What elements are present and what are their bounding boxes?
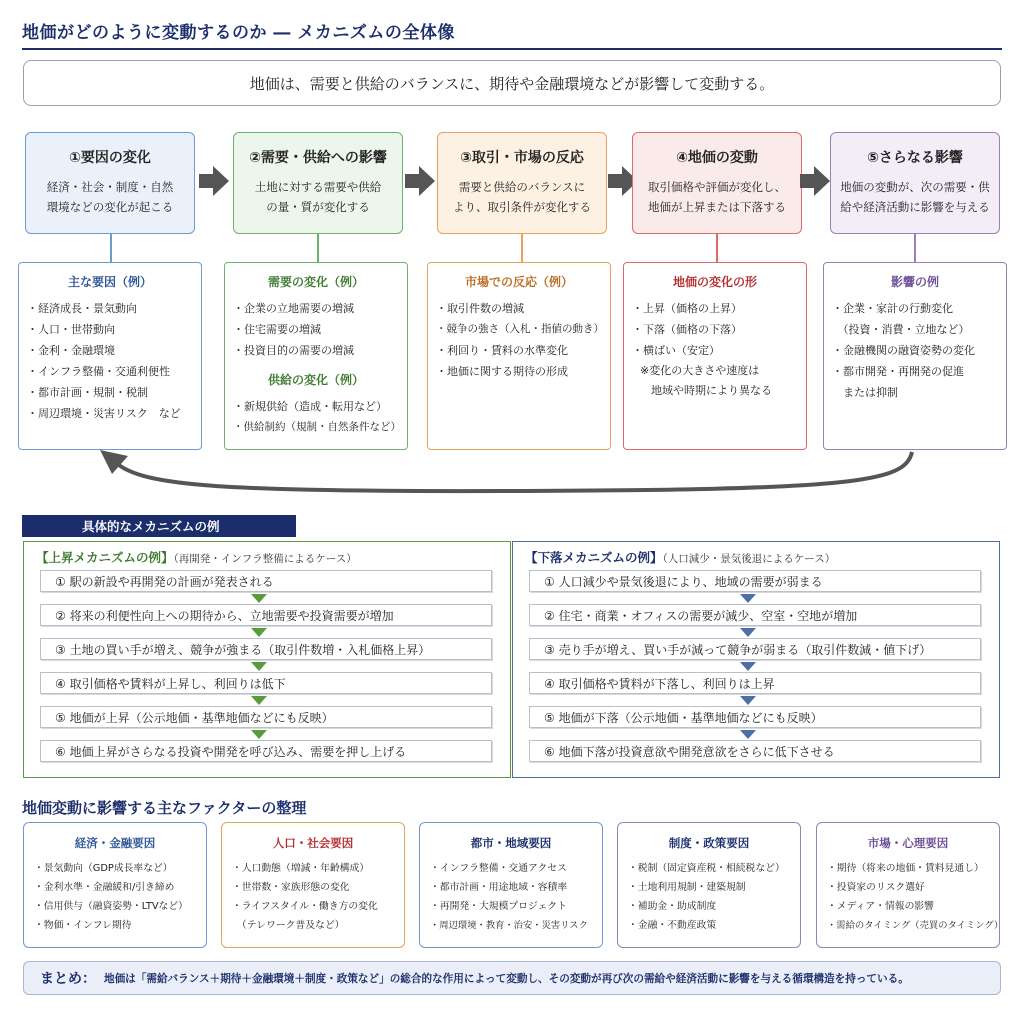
factor-head: 制度・政策要因 [668,836,750,850]
step-desc-line: 環境などの変化が起こる [46,200,174,214]
conclusion-lead: まとめ： [40,971,96,987]
list-item: ・需給のタイミング（売買のタイミング） [827,920,1004,931]
detail-head: 影響の例 [890,275,939,289]
down-arrow-icon [740,594,756,603]
conclusion-text: 地価は「需給バランス＋期待＋金融環境＋制度・政策など」の総合的な作用によって変動し、その変動が再び次の需給や経済活動に影響を与える循環構造を持っている。 [104,972,909,985]
list-item: ・住宅需要の増減 [233,323,321,336]
rise-mechanism-head [36,548,357,566]
list-item: （テレワーク普及など） [232,920,345,931]
list-item: ・上昇（価格の上昇） [632,302,742,315]
factors-title: 地価変動に影響する主なファクターの整理 [22,799,307,817]
list-item: ・下落（価格の下落） [632,323,742,336]
note-line: 地域や時期により異なる [640,384,772,397]
detail-box-market [427,262,611,450]
step-desc-line: 地価が上昇または下落する [648,200,786,214]
step-desc-line: の量・質が変化する [266,200,370,214]
list-item: ・景気動向（GDP成長率など） [34,863,173,874]
fall-step-row: ④ 取引価格や賃料が下落し、利回りは上昇 [529,672,981,694]
step-5 [830,132,1000,234]
fall-step-row: ③ 売り手が増え、買い手が減って競争が弱まる（取引件数減・値下げ） [529,638,981,660]
fall-mechanism-box [512,541,1000,778]
detail-box-impact [823,262,1007,450]
title-rule [22,48,1002,50]
list-item: ・都市計画・規制・税制 [27,386,148,399]
detail-head: 需要の変化（例） [267,275,364,289]
step-desc-line: 需要と供給のバランスに [458,180,586,194]
list-item: ・補助金・助成制度 [628,901,717,912]
list-item: ・金融・不動産政策 [628,920,717,931]
connector-line [914,234,916,262]
connector-line [317,234,319,262]
fall-step-row: ① 人口減少や景気後退により、地域の需要が弱まる [529,570,981,592]
list-item: ・経済成長・景気動向 [27,302,137,315]
down-arrow-icon [251,730,267,739]
list-item: または抑制 [832,386,898,399]
list-item: ・期待（将来の地価・賃料見通し） [827,863,984,874]
fall-step-row: ⑥ 地価下落が投資意欲や開発意欲をさらに低下させる [529,740,981,762]
factor-box-population [221,822,405,948]
factor-box-policy [617,822,801,948]
mechanism-section-label: 具体的なメカニズムの例 [22,515,296,537]
factor-head: 都市・地域要因 [470,836,552,850]
rise-step-row: ③ 土地の買い手が増え、競争が強まる（取引件数増・入札価格上昇） [40,638,492,660]
list-item: ・周辺環境・教育・治安・災害リスク [430,920,588,931]
list-item: ・取引件数の増減 [436,302,524,315]
detail-box-factors [18,262,202,450]
step-desc-line: より、取引条件が変化する [453,200,591,214]
loop-back-arrow-icon [0,440,1024,510]
list-item: ・人口・世帯動向 [27,323,115,336]
page-title: 地価がどのように変動するのか ― メカニズムの全体像 [22,23,455,43]
list-item: ・インフラ整備・交通利便性 [27,365,170,378]
step-desc-line: 給や経済活動に影響を与える [840,200,990,214]
step-3 [437,132,607,234]
step-2 [233,132,403,234]
list-item: ・信用供与（融資姿勢・LTVなど） [34,901,188,912]
step-title: ⑤さらなる影響 [867,150,963,166]
factor-head: 経済・金融要因 [74,836,156,850]
factor-head: 市場・心理要因 [867,836,949,850]
list-item: ・インフラ整備・交通アクセス [430,863,567,874]
factor-box-urban [419,822,603,948]
step-desc-line: 地価の変動が、次の需要・供 [840,180,990,194]
down-arrow-icon [740,696,756,705]
down-arrow-icon [251,696,267,705]
list-item: ・土地利用規制・建築規制 [628,882,746,893]
list-item: ・競争の強さ（入札・指値の動き） [436,323,604,335]
factor-box-economy [23,822,207,948]
down-arrow-icon [251,628,267,637]
detail-head: 主な要因（例） [67,275,152,289]
list-item: ・供給制約（規制・自然条件など） [233,421,401,433]
fall-head-text: 【下落メカニズムの例】 [525,550,663,565]
list-item: ・企業の立地需要の増減 [233,302,354,315]
connector-line [716,234,718,262]
list-item: ・税制（固定資産税・相続税など） [628,863,785,874]
down-arrow-icon [740,730,756,739]
step-desc-line: 取引価格や評価が変化し、 [648,180,786,194]
step-1 [25,132,195,234]
detail-sub-head: 供給の変化（例） [267,373,364,387]
list-item: ・企業・家計の行動変化 [832,302,953,315]
list-item: ・都市開発・再開発の促進 [832,365,964,378]
list-item: ・横ばい（安定） [632,344,720,357]
factor-box-market-psychology [816,822,1004,948]
list-item: ・利回り・賃料の水準変化 [436,344,568,357]
list-item: ・再開発・大規模プロジェクト [430,901,567,912]
list-item: ・投資家のリスク選好 [827,882,925,893]
list-item: ・投資目的の需要の増減 [233,344,354,357]
list-item: ・都市計画・用途地域・容積率 [430,882,568,893]
down-arrow-icon [740,628,756,637]
step-title: ①要因の変化 [69,150,151,166]
list-item: ・周辺環境・災害リスク など [27,407,181,420]
rise-step-row: ⑥ 地価上昇がさらなる投資や開発を呼び込み、需要を押し上げる [40,740,492,762]
fall-step-row: ② 住宅・商業・オフィスの需要が減少、空室・空地が増加 [529,604,981,626]
rise-mechanism-box [23,541,511,778]
conclusion-banner [23,961,1001,995]
list-item: ・金利・金融環境 [27,344,115,357]
note-line: ※変化の大きさや速度は [640,364,760,377]
fall-mechanism-head [525,548,835,566]
rise-head-text: 【上昇メカニズムの例】 [36,550,174,565]
step-title: ③取引・市場の反応 [460,150,584,166]
rise-head-sub: （再開発・インフラ整備によるケース） [173,553,357,565]
rise-step-row: ④ 取引価格や賃料が上昇し、利回りは低下 [40,672,492,694]
rise-step-row: ② 将来の利便性向上への期待から、立地需要や投資需要が増加 [40,604,492,626]
list-item: （投資・消費・立地など） [832,323,970,336]
rise-step-row: ⑤ 地価が上昇（公示地価・基準地価などにも反映） [40,706,492,728]
connector-line [110,234,112,262]
step-title: ②需要・供給への影響 [249,150,387,166]
step-4 [632,132,802,234]
detail-box-price-change [623,262,807,450]
list-item: ・メディア・情報の影響 [827,901,934,912]
step-title: ④地価の変動 [676,150,758,166]
list-item: ・人口動態（増減・年齢構成） [232,863,370,874]
step-desc-line: 土地に対する需要や供給 [254,180,382,194]
down-arrow-icon [251,594,267,603]
list-item: ・地価に関する期待の形成 [436,365,568,378]
summary-banner: 地価は、需要と供給のバランスに、期待や金融環境などが影響して変動する。 [23,60,1001,106]
fall-head-sub: （人口減少・景気後退によるケース） [662,553,836,565]
list-item: ・新規供給（造成・転用など） [233,400,387,413]
list-item: ・ライフスタイル・働き方の変化 [232,901,378,912]
rise-step-row: ① 駅の新設や再開発の計画が発表される [40,570,492,592]
list-item: ・世帯数・家族形態の変化 [232,882,350,893]
detail-head: 市場での反応（例） [464,275,573,289]
step-desc-line: 経済・社会・制度・自然 [46,180,174,194]
list-item: ・物価・インフレ期待 [34,920,132,931]
list-item: ・金利水準・金融緩和/引き締め [34,882,175,893]
connector-line [521,234,523,262]
down-arrow-icon [740,662,756,671]
list-item: ・金融機関の融資姿勢の変化 [832,344,975,357]
fall-step-row: ⑤ 地価が下落（公示地価・基準地価などにも反映） [529,706,981,728]
detail-head: 地価の変化の形 [672,275,757,289]
detail-box-demand-supply [224,262,408,450]
factor-head: 人口・社会要因 [272,836,354,850]
down-arrow-icon [251,662,267,671]
